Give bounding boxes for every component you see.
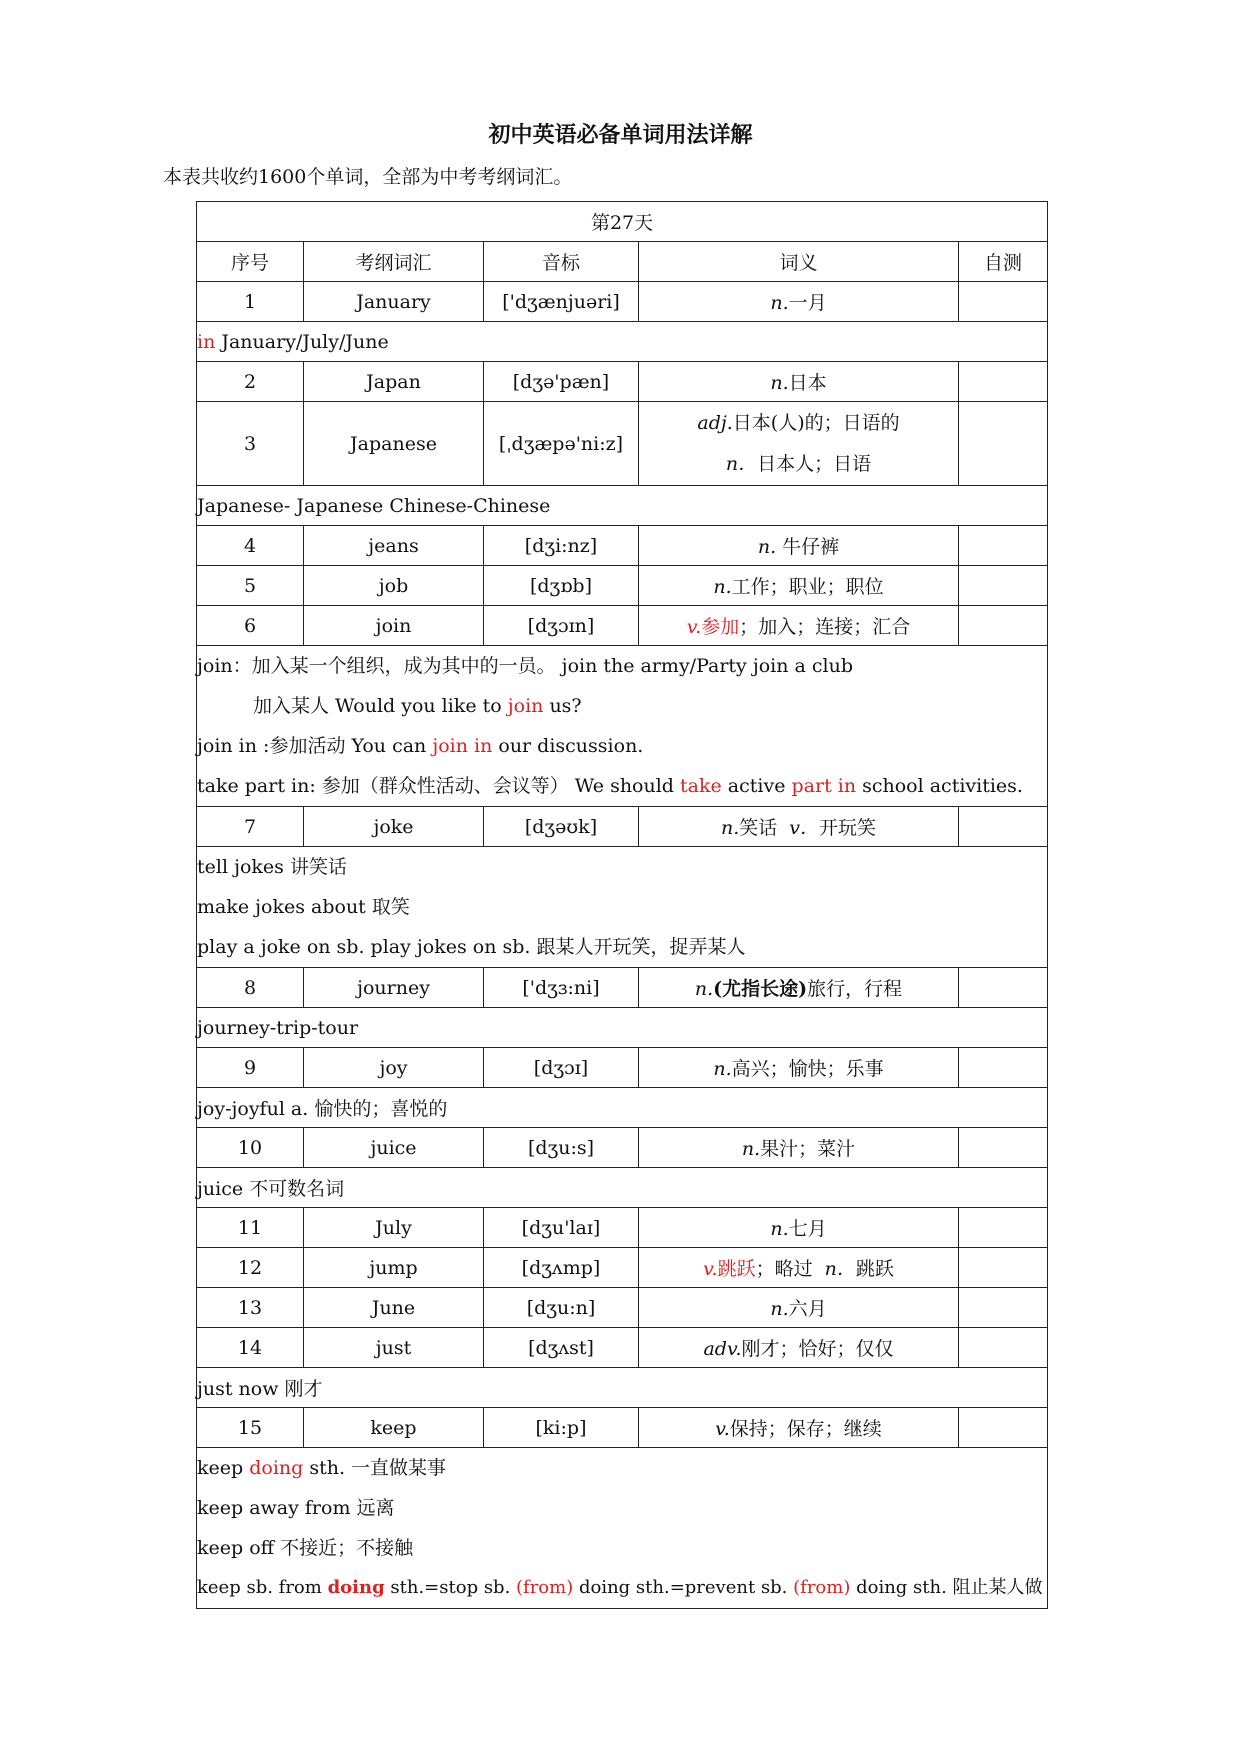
pos: v．	[789, 817, 819, 839]
selftest-cell[interactable]	[959, 362, 1048, 402]
row-no: 15	[197, 1408, 304, 1448]
note-row	[197, 1368, 1048, 1408]
pos: n．	[824, 1258, 856, 1280]
note-line: keep away from 远离	[197, 1497, 395, 1519]
note-text: doing sth. 阻止某人做	[850, 1577, 1043, 1598]
meaning: 笑话	[739, 817, 778, 839]
selftest-cell[interactable]	[959, 606, 1048, 646]
meaning: 保持；保存；继续	[729, 1418, 882, 1440]
row-word: just	[304, 1328, 484, 1368]
pos: adv.	[703, 1338, 742, 1360]
note-japanese: Japanese- Japanese Chinese-Chinese	[197, 486, 1048, 526]
note-red: in	[197, 330, 216, 353]
note-journey: journey-trip-tour	[197, 1008, 1048, 1048]
note-text: doing sth.=prevent sb.	[573, 1577, 794, 1598]
selftest-cell[interactable]	[959, 1248, 1048, 1288]
note-text: us?	[543, 695, 582, 717]
row-meaning	[639, 526, 959, 566]
note-red: (from)	[793, 1577, 851, 1598]
table-row	[197, 1048, 1048, 1088]
meaning-highlight: 参加	[701, 616, 740, 638]
meaning: 开玩笑	[819, 817, 877, 839]
note-text: join in :参加活动 You can	[197, 735, 433, 757]
meaning-qualifier: (尤指长途)	[713, 978, 808, 1000]
note-red: (from)	[516, 1577, 574, 1598]
row-word: keep	[304, 1408, 484, 1448]
meaning: 高兴；愉快；乐事	[731, 1058, 884, 1080]
row-no: 1	[197, 282, 304, 322]
row-no: 8	[197, 968, 304, 1008]
note-text: keep sb. from	[197, 1577, 328, 1598]
vocabulary-table	[196, 201, 1048, 1609]
meaning: 牛仔裤	[776, 536, 840, 558]
note-line: tell jokes 讲笑话	[197, 856, 347, 878]
note-text: 加入某人 Would you like to	[253, 695, 508, 717]
row-no: 9	[197, 1048, 304, 1088]
note-row	[197, 847, 1048, 968]
note-text: January/July/June	[215, 330, 389, 353]
row-word: Japanese	[304, 402, 484, 486]
note-line: make jokes about 取笑	[197, 896, 410, 918]
selftest-cell[interactable]	[959, 807, 1048, 847]
note-red: join	[507, 695, 544, 717]
table-row	[197, 606, 1048, 646]
row-ipa: ['dʒɜ:ni]	[484, 968, 639, 1008]
table-row	[197, 566, 1048, 606]
note-row	[197, 1088, 1048, 1128]
note-row	[197, 486, 1048, 526]
note-text: sth.=stop sb.	[384, 1577, 517, 1598]
selftest-cell[interactable]	[959, 1208, 1048, 1248]
meaning: ；略过	[755, 1258, 813, 1280]
selftest-cell[interactable]	[959, 1048, 1048, 1088]
note-row	[197, 1448, 1048, 1609]
row-word: jump	[304, 1248, 484, 1288]
note-line: keep off 不接近；不接触	[197, 1537, 414, 1559]
note-joke	[197, 847, 1048, 968]
note-red: part in	[791, 775, 857, 797]
note-text: keep	[197, 1457, 250, 1479]
row-no: 10	[197, 1128, 304, 1168]
note-red-bold: doing	[327, 1577, 385, 1598]
row-word: journey	[304, 968, 484, 1008]
row-ipa: [dʒəʊk]	[484, 807, 639, 847]
meaning: 刚才；恰好；仅仅	[741, 1338, 894, 1360]
row-meaning	[639, 566, 959, 606]
table-row	[197, 1328, 1048, 1368]
row-ipa: [dʒu:n]	[484, 1288, 639, 1328]
row-meaning	[639, 1408, 959, 1448]
row-ipa: [ˌdʒæpə'ni:z]	[484, 402, 639, 486]
table-row	[197, 1288, 1048, 1328]
row-meaning	[639, 606, 959, 646]
row-meaning	[639, 1248, 959, 1288]
row-ipa: [dʒʌmp]	[484, 1248, 639, 1288]
meaning: 六月	[788, 1298, 827, 1320]
row-word: July	[304, 1208, 484, 1248]
pos: v.	[686, 616, 702, 638]
note-juice: juice 不可数名词	[197, 1168, 1048, 1208]
note-text: sth. 一直做某事	[303, 1457, 447, 1479]
pos: v.	[715, 1418, 730, 1440]
selftest-cell[interactable]	[959, 566, 1048, 606]
header-ipa: 音标	[484, 242, 639, 282]
meaning-highlight: 跳跃	[717, 1258, 756, 1280]
row-meaning	[639, 1048, 959, 1088]
note-just: just now 刚才	[197, 1368, 1048, 1408]
note-text: active	[721, 775, 792, 797]
row-word: Japan	[304, 362, 484, 402]
note-red: take	[680, 775, 722, 797]
note-row	[197, 1008, 1048, 1048]
meaning: 日本	[788, 372, 827, 394]
pos: n.	[770, 292, 789, 314]
table-row	[197, 807, 1048, 847]
table-row	[197, 282, 1048, 322]
note-line	[197, 686, 1047, 726]
header-no: 序号	[197, 242, 304, 282]
note-text: our discussion.	[492, 735, 644, 757]
note-row	[197, 1168, 1048, 1208]
table-row	[197, 1128, 1048, 1168]
row-word: juice	[304, 1128, 484, 1168]
pos: n.	[757, 536, 777, 558]
row-word: join	[304, 606, 484, 646]
row-word: June	[304, 1288, 484, 1328]
note-joy: joy-joyful a. 愉快的；喜悦的	[197, 1088, 1048, 1128]
row-meaning	[639, 968, 959, 1008]
meaning: ；加入；连接；汇合	[739, 616, 911, 638]
pos: n.	[694, 978, 714, 1000]
note-row	[197, 646, 1048, 807]
table-row	[197, 526, 1048, 566]
pos: n.	[770, 1298, 789, 1320]
intro-text: 本表共收约1600个单词，全部为中考考纲词汇。	[163, 166, 573, 188]
row-ipa: [dʒu:s]	[484, 1128, 639, 1168]
table-row	[197, 402, 1048, 486]
pos: n.	[720, 817, 740, 839]
row-ipa: [dʒu'laɪ]	[484, 1208, 639, 1248]
row-word: joke	[304, 807, 484, 847]
row-meaning	[639, 1288, 959, 1328]
row-meaning	[639, 1208, 959, 1248]
row-ipa: [dʒə'pæn]	[484, 362, 639, 402]
row-meaning	[639, 282, 959, 322]
meaning: 跳跃	[855, 1258, 894, 1280]
row-word: joy	[304, 1048, 484, 1088]
note-keep	[197, 1448, 1048, 1609]
note-line	[197, 766, 1047, 806]
header-meaning: 词义	[639, 242, 959, 282]
row-ipa: [dʒʌst]	[484, 1328, 639, 1368]
meaning-line-2	[639, 444, 958, 485]
pos: n.	[741, 1138, 761, 1160]
note-line: join：加入某一个组织，成为其中的一员。 join the army/Party join a club	[197, 655, 854, 677]
pos: adj.	[697, 411, 733, 434]
selftest-cell[interactable]	[959, 526, 1048, 566]
row-no: 11	[197, 1208, 304, 1248]
selftest-cell[interactable]	[959, 1288, 1048, 1328]
row-ipa: [dʒɔɪ]	[484, 1048, 639, 1088]
row-no: 13	[197, 1288, 304, 1328]
note-red: doing	[249, 1457, 304, 1479]
meaning: 日本(人)的；日语的	[732, 411, 900, 434]
document-title: 初中英语必备单词用法详解	[488, 122, 753, 148]
table-row	[197, 362, 1048, 402]
table-row	[197, 968, 1048, 1008]
row-no: 2	[197, 362, 304, 402]
row-ipa: [dʒɒb]	[484, 566, 639, 606]
day-header: 第27天	[197, 202, 1048, 242]
row-meaning	[639, 362, 959, 402]
meaning: 一月	[788, 292, 827, 314]
row-ipa: [dʒɔɪn]	[484, 606, 639, 646]
row-ipa: [dʒi:nz]	[484, 526, 639, 566]
header-word: 考纲词汇	[304, 242, 484, 282]
header-row	[197, 242, 1048, 282]
note-line	[197, 1448, 1047, 1488]
row-no: 14	[197, 1328, 304, 1368]
row-word: job	[304, 566, 484, 606]
row-no: 5	[197, 566, 304, 606]
row-no: 7	[197, 807, 304, 847]
note-join	[197, 646, 1048, 807]
pos: n.	[713, 576, 732, 598]
selftest-cell[interactable]	[959, 1408, 1048, 1448]
selftest-cell[interactable]	[959, 282, 1048, 322]
header-selftest: 自测	[959, 242, 1048, 282]
table-row	[197, 1208, 1048, 1248]
pos: v.	[703, 1258, 718, 1280]
note-text: take part in: 参加（群众性活动、会议等） We should	[197, 775, 681, 797]
selftest-cell[interactable]	[959, 1328, 1048, 1368]
selftest-cell[interactable]	[959, 1128, 1048, 1168]
row-ipa: ['dʒænjuəri]	[484, 282, 639, 322]
row-word: jeans	[304, 526, 484, 566]
note-line	[197, 726, 1047, 766]
pos: n.	[770, 372, 789, 394]
meaning: 日本人；日语	[757, 452, 872, 475]
selftest-cell[interactable]	[959, 968, 1048, 1008]
meaning: 工作；职业；职位	[731, 576, 884, 598]
row-meaning	[639, 807, 959, 847]
note-line: play a joke on sb. play jokes on sb. 跟某人开玩笑，捉弄某人	[197, 936, 746, 958]
row-meaning	[639, 402, 959, 486]
note-january	[197, 322, 1048, 362]
row-word: January	[304, 282, 484, 322]
meaning: 果汁；菜汁	[760, 1138, 856, 1160]
table-row	[197, 1408, 1048, 1448]
table-row	[197, 1248, 1048, 1288]
meaning: 七月	[788, 1218, 827, 1240]
selftest-cell[interactable]	[959, 402, 1048, 486]
meaning: 旅行，行程	[807, 978, 903, 1000]
note-red: join in	[432, 735, 493, 757]
row-meaning	[639, 1128, 959, 1168]
note-line	[197, 1568, 1047, 1608]
meaning-line-1	[639, 403, 958, 444]
pos: n.	[713, 1058, 732, 1080]
pos: n．	[725, 452, 758, 475]
note-text: school activities.	[856, 775, 1023, 797]
row-ipa: [ki:p]	[484, 1408, 639, 1448]
row-no: 12	[197, 1248, 304, 1288]
row-no: 6	[197, 606, 304, 646]
pos: n.	[770, 1218, 789, 1240]
row-meaning	[639, 1328, 959, 1368]
row-no: 4	[197, 526, 304, 566]
note-row	[197, 322, 1048, 362]
row-no: 3	[197, 402, 304, 486]
